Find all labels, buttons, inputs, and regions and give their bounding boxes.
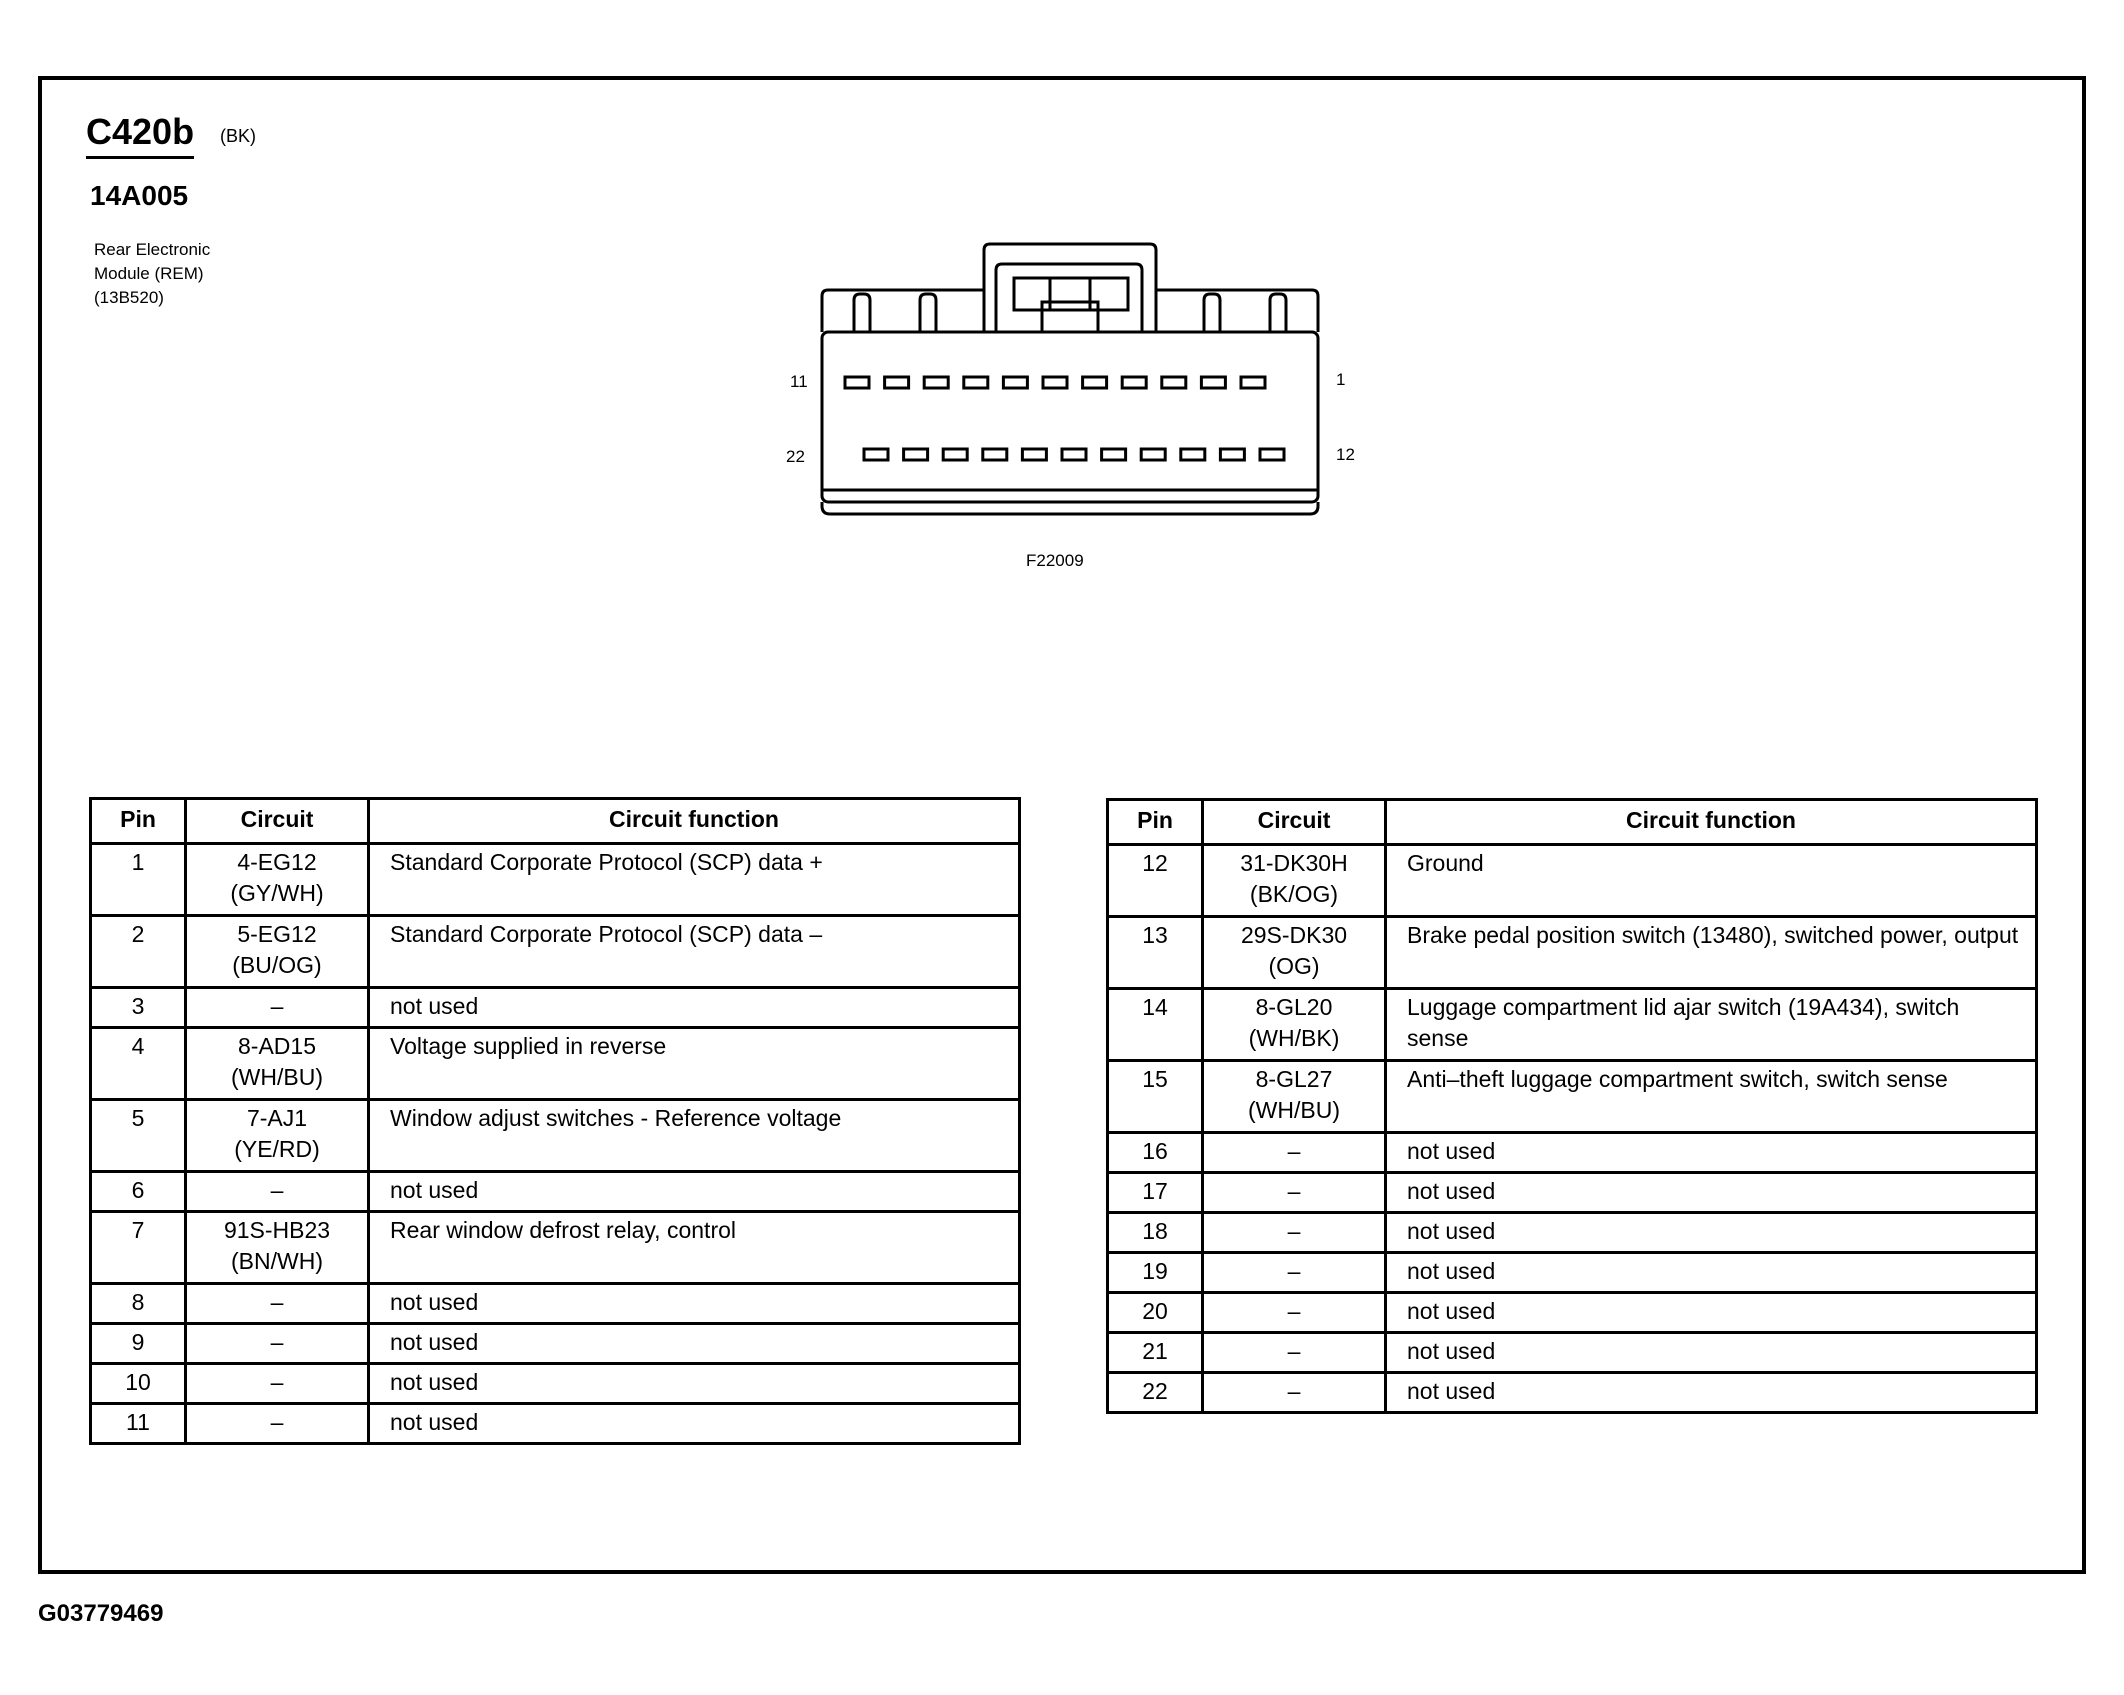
- pin-number: 16: [1108, 1133, 1203, 1173]
- table-row: [1108, 1213, 2037, 1253]
- circuit-id: –: [1287, 1258, 1301, 1284]
- table-row: [91, 916, 1020, 988]
- pin-cavity-5: [1083, 377, 1107, 388]
- pin-number: 11: [91, 1404, 186, 1444]
- circuit-id: –: [270, 1409, 284, 1435]
- header-pin: Pin: [91, 799, 186, 844]
- circuit-cell: [186, 988, 369, 1028]
- circuit-function: not used: [369, 1364, 1020, 1404]
- circuit-function: Brake pedal position switch (13480), switched power, output: [1386, 917, 2037, 989]
- connector-guide-post: [1204, 294, 1220, 332]
- table-row: [1108, 1133, 2037, 1173]
- pin-cavity-2: [1201, 377, 1225, 388]
- pin-cavity-3: [1162, 377, 1186, 388]
- table-row: [1108, 1333, 2037, 1373]
- table-row: [1108, 1293, 2037, 1333]
- circuit-function: Ground: [1386, 845, 2037, 917]
- circuit-id: –: [1287, 1138, 1301, 1164]
- pin-cavity-8: [964, 377, 988, 388]
- pin-number: 17: [1108, 1173, 1203, 1213]
- pin-cavity-4: [1122, 377, 1146, 388]
- connector-latch-tab: [1014, 278, 1128, 310]
- pin-cavity-11: [845, 377, 869, 388]
- pin-table-right: [1106, 798, 2038, 1414]
- pin-number: 8: [91, 1284, 186, 1324]
- circuit-function: not used: [369, 1324, 1020, 1364]
- table-header-row: [91, 799, 1020, 844]
- table-row: [91, 1284, 1020, 1324]
- table-row: [91, 1100, 1020, 1172]
- circuit-function: not used: [1386, 1293, 2037, 1333]
- circuit-function: not used: [1386, 1173, 2037, 1213]
- circuit-id: 31-DK30H: [1240, 850, 1348, 876]
- header-pin: Pin: [1108, 800, 1203, 845]
- pin-number: 9: [91, 1324, 186, 1364]
- header-circuit-function: Circuit function: [1386, 800, 2037, 845]
- pin-label-12: 12: [1336, 445, 1355, 464]
- table-row: [91, 844, 1020, 916]
- connector-id: C420b: [86, 112, 194, 159]
- pin-cavity-21: [904, 449, 928, 460]
- pin-number: 7: [91, 1212, 186, 1284]
- circuit-id: –: [270, 993, 284, 1019]
- circuit-cell: [1203, 1133, 1386, 1173]
- circuit-function: not used: [369, 1172, 1020, 1212]
- wire-color: (GY/WH): [230, 880, 324, 906]
- wire-color: (BU/OG): [232, 952, 322, 978]
- table-row: [1108, 845, 2037, 917]
- table-row: [91, 1212, 1020, 1284]
- circuit-cell: [1203, 989, 1386, 1061]
- circuit-cell: [186, 1324, 369, 1364]
- wire-color: (BN/WH): [231, 1248, 323, 1274]
- table-row: [1108, 1173, 2037, 1213]
- circuit-function: Luggage compartment lid ajar switch (19A434), switch sense: [1386, 989, 2037, 1061]
- table-row: [91, 1028, 1020, 1100]
- circuit-function: Window adjust switches - Reference voltage: [369, 1100, 1020, 1172]
- table-row: [91, 988, 1020, 1028]
- circuit-id: 4-EG12: [237, 849, 317, 875]
- pin-number: 10: [91, 1364, 186, 1404]
- pin-number: 22: [1108, 1373, 1203, 1413]
- circuit-cell: [186, 1028, 369, 1100]
- connector-color: (BK): [220, 126, 256, 146]
- table-row: [91, 1324, 1020, 1364]
- circuit-function: Voltage supplied in reverse: [369, 1028, 1020, 1100]
- wire-color: (WH/BU): [231, 1064, 323, 1090]
- pin-cavity-18: [1022, 449, 1046, 460]
- circuit-cell: [1203, 917, 1386, 989]
- table-row: [1108, 989, 2037, 1061]
- connector-guide-post: [920, 294, 936, 332]
- pin-cavity-16: [1102, 449, 1126, 460]
- pin-number: 1: [91, 844, 186, 916]
- circuit-cell: [1203, 845, 1386, 917]
- circuit-cell: [186, 844, 369, 916]
- wire-color: (OG): [1268, 953, 1320, 979]
- pin-number: 4: [91, 1028, 186, 1100]
- pin-cavity-1: [1241, 377, 1265, 388]
- pin-number: 3: [91, 988, 186, 1028]
- circuit-id: 8-GL27: [1255, 1066, 1333, 1092]
- circuit-cell: [186, 916, 369, 988]
- pin-cavity-13: [1220, 449, 1244, 460]
- circuit-cell: [186, 1284, 369, 1324]
- part-number: 14A005: [90, 180, 189, 211]
- pin-number: 6: [91, 1172, 186, 1212]
- description-line: (13B520): [94, 288, 164, 307]
- circuit-cell: [1203, 1293, 1386, 1333]
- circuit-id: 5-EG12: [237, 921, 317, 947]
- circuit-id: –: [270, 1369, 284, 1395]
- pin-cavity-19: [983, 449, 1007, 460]
- table-row: [1108, 1373, 2037, 1413]
- table-row: [1108, 917, 2037, 989]
- circuit-function: not used: [369, 1284, 1020, 1324]
- connector-guide-post: [1270, 294, 1286, 332]
- circuit-id: 8-AD15: [238, 1033, 316, 1059]
- circuit-function: not used: [369, 1404, 1020, 1444]
- connector-body-base: [822, 502, 1318, 514]
- pin-number: 18: [1108, 1213, 1203, 1253]
- circuit-id: –: [1287, 1298, 1301, 1324]
- pin-label-1: 1: [1336, 370, 1346, 389]
- wire-color: (WH/BK): [1248, 1025, 1340, 1051]
- header-circuit: Circuit: [1203, 800, 1386, 845]
- description-line: Rear Electronic: [94, 240, 211, 259]
- pin-number: 5: [91, 1100, 186, 1172]
- description-line: Module (REM): [94, 264, 204, 283]
- wire-color: (YE/RD): [234, 1136, 320, 1162]
- header-circuit-function: Circuit function: [369, 799, 1020, 844]
- table-row: [1108, 1253, 2037, 1293]
- circuit-id: 29S-DK30: [1240, 922, 1348, 948]
- pin-cavity-12: [1260, 449, 1284, 460]
- pin-label-22: 22: [786, 447, 805, 466]
- pin-cavity-17: [1062, 449, 1086, 460]
- pin-cavity-10: [885, 377, 909, 388]
- circuit-cell: [1203, 1333, 1386, 1373]
- graphic-id: G03779469: [38, 1600, 164, 1627]
- circuit-cell: [186, 1404, 369, 1444]
- pin-cavity-15: [1141, 449, 1165, 460]
- pin-cavity-20: [943, 449, 967, 460]
- connector-body: [822, 332, 1318, 502]
- pin-cavity-7: [1003, 377, 1027, 388]
- circuit-cell: [186, 1100, 369, 1172]
- connector-face-diagram: [760, 240, 1380, 530]
- connector-latch-inner: [996, 264, 1142, 332]
- pin-number: 19: [1108, 1253, 1203, 1293]
- pin-number: 12: [1108, 845, 1203, 917]
- pin-cavity-6: [1043, 377, 1067, 388]
- circuit-function: not used: [1386, 1213, 2037, 1253]
- table-row: [91, 1172, 1020, 1212]
- circuit-id: –: [1287, 1178, 1301, 1204]
- circuit-function: Standard Corporate Protocol (SCP) data +: [369, 844, 1020, 916]
- table-row: [91, 1364, 1020, 1404]
- circuit-function: not used: [1386, 1373, 2037, 1413]
- circuit-cell: [1203, 1373, 1386, 1413]
- pin-number: 15: [1108, 1061, 1203, 1133]
- circuit-cell: [186, 1212, 369, 1284]
- circuit-cell: [186, 1364, 369, 1404]
- circuit-function: not used: [1386, 1253, 2037, 1293]
- figure-label: F22009: [1026, 551, 1084, 570]
- pin-number: 2: [91, 916, 186, 988]
- wire-color: (BK/OG): [1249, 881, 1339, 907]
- circuit-cell: [1203, 1061, 1386, 1133]
- circuit-cell: [1203, 1213, 1386, 1253]
- header-circuit: Circuit: [186, 799, 369, 844]
- pin-cavity-14: [1181, 449, 1205, 460]
- circuit-id: –: [270, 1289, 284, 1315]
- pin-cavity-22: [864, 449, 888, 460]
- wire-color: (WH/BU): [1248, 1097, 1340, 1123]
- circuit-function: Rear window defrost relay, control: [369, 1212, 1020, 1284]
- circuit-id: 91S-HB23: [223, 1217, 331, 1243]
- circuit-function: not used: [1386, 1133, 2037, 1173]
- pin-row-top: [845, 377, 1265, 388]
- pin-row-bottom: [864, 449, 1284, 460]
- circuit-function: not used: [1386, 1333, 2037, 1373]
- circuit-function: Anti–theft luggage compartment switch, switch sense: [1386, 1061, 2037, 1133]
- pin-number: 13: [1108, 917, 1203, 989]
- circuit-id: 7-AJ1: [246, 1105, 308, 1131]
- connector-guide-post: [854, 294, 870, 332]
- circuit-cell: [1203, 1173, 1386, 1213]
- circuit-function: not used: [369, 988, 1020, 1028]
- pin-label-11: 11: [790, 372, 808, 391]
- pin-number: 21: [1108, 1333, 1203, 1373]
- circuit-id: 8-GL20: [1255, 994, 1333, 1020]
- pin-number: 20: [1108, 1293, 1203, 1333]
- circuit-cell: [1203, 1253, 1386, 1293]
- circuit-function: Standard Corporate Protocol (SCP) data –: [369, 916, 1020, 988]
- table-header-row: [1108, 800, 2037, 845]
- circuit-cell: [186, 1172, 369, 1212]
- circuit-id: –: [1287, 1218, 1301, 1244]
- pin-cavity-9: [924, 377, 948, 388]
- table-row: [91, 1404, 1020, 1444]
- table-row: [1108, 1061, 2037, 1133]
- circuit-id: –: [270, 1329, 284, 1355]
- circuit-id: –: [1287, 1338, 1301, 1364]
- circuit-id: –: [1287, 1378, 1301, 1404]
- pin-number: 14: [1108, 989, 1203, 1061]
- connector-latch: [984, 244, 1156, 332]
- pin-table-left: [89, 797, 1021, 1445]
- component-description: [94, 238, 210, 310]
- circuit-id: –: [270, 1177, 284, 1203]
